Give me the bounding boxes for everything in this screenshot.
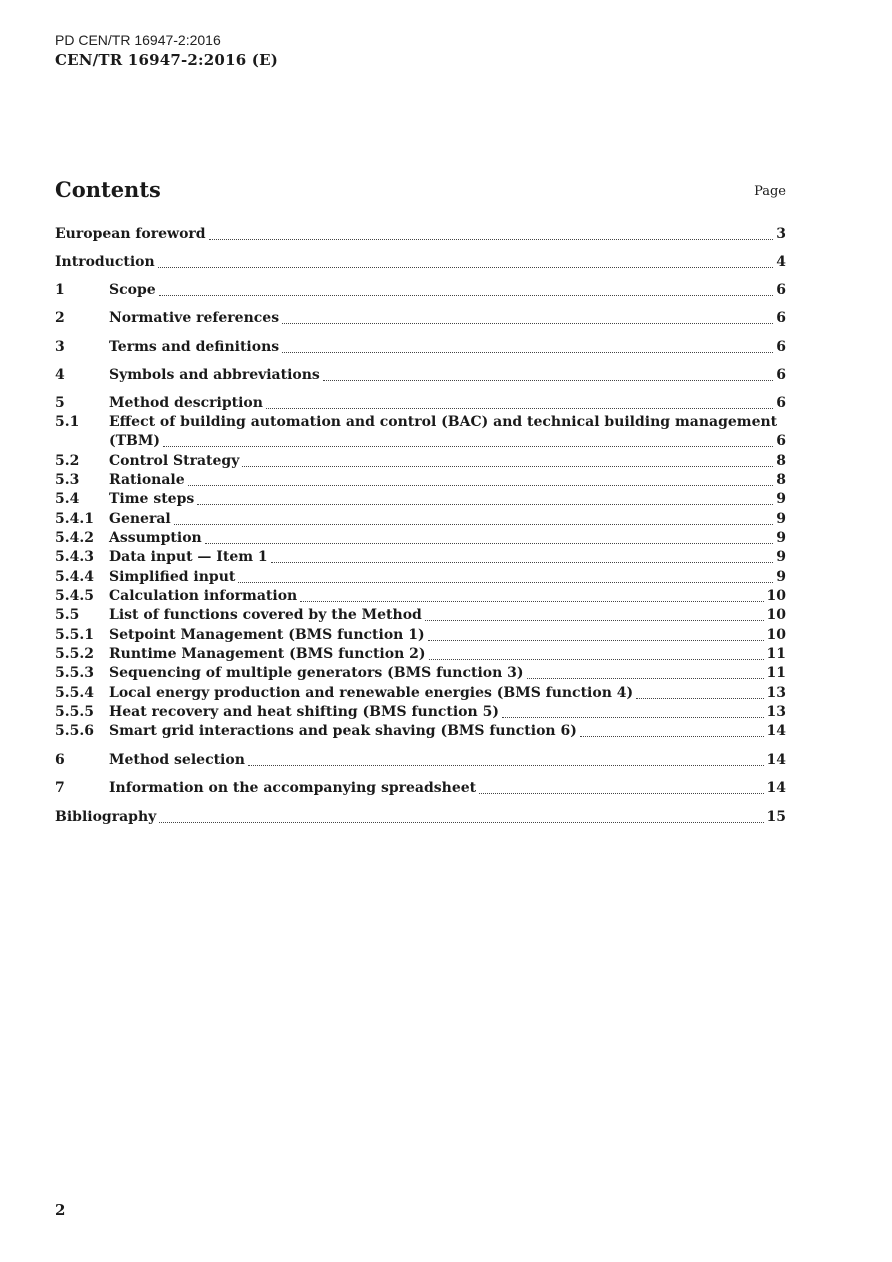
toc-entry-page: 6 [776, 367, 786, 383]
toc-entry-number: 5 [55, 395, 65, 411]
toc-entry-page: 9 [776, 511, 786, 527]
toc-entry[interactable] [55, 471, 786, 490]
toc-entry-title: Simplified input [109, 569, 236, 585]
toc-entry-title: Sequencing of multiple generators (BMS function 3) [109, 665, 524, 681]
dot-leader [502, 716, 764, 718]
toc-entry[interactable] [55, 281, 786, 300]
toc-entry[interactable] [55, 452, 786, 471]
dot-leader [527, 677, 764, 679]
document-id: PD CEN/TR 16947-2:2016 [55, 32, 221, 48]
page-column-label: Page [754, 184, 786, 199]
toc-entry-number: 1 [55, 282, 65, 298]
toc-entry-title: List of functions covered by the Method [109, 607, 422, 623]
dot-leader [174, 523, 774, 525]
toc-entry-title: General [109, 511, 171, 527]
toc-entry[interactable] [55, 779, 786, 798]
toc-entry-number: 5.4.4 [55, 569, 94, 585]
toc-entry-number: 4 [55, 367, 65, 383]
toc-entry[interactable] [55, 253, 786, 272]
toc-entry-title: Smart grid interactions and peak shaving (BMS function 6) [109, 723, 577, 739]
toc-entry[interactable] [55, 568, 786, 587]
toc-entry-title: Method selection [109, 752, 245, 768]
dot-leader [428, 639, 764, 641]
dot-leader [266, 407, 773, 409]
toc-entry-number: 5.3 [55, 472, 80, 488]
toc-entry-title: Runtime Management (BMS function 2) [109, 646, 426, 662]
dot-leader [248, 764, 764, 766]
toc-entry-page: 6 [776, 433, 786, 449]
dot-leader [159, 294, 774, 296]
page-number: 2 [55, 1201, 66, 1219]
toc-entry-number: 5.5.5 [55, 704, 94, 720]
toc-entry-page: 8 [776, 472, 786, 488]
dot-leader [425, 619, 764, 621]
toc-entry-title: Calculation information [109, 588, 298, 604]
toc-entry-number: 5.5.6 [55, 723, 94, 739]
toc-entry-title: Time steps [109, 491, 195, 507]
toc-entry-page: 11 [766, 646, 786, 662]
dot-leader [163, 445, 773, 447]
toc-entry-page: 10 [766, 627, 786, 643]
toc-entry-number: 5.4.2 [55, 530, 94, 546]
toc-entry-page: 15 [766, 809, 786, 825]
toc-entry-title: Assumption [109, 530, 202, 546]
toc-entry[interactable] [55, 703, 786, 722]
toc-entry[interactable] [55, 751, 786, 770]
toc-entry-title: Rationale [109, 472, 185, 488]
toc-entry[interactable] [55, 529, 786, 548]
toc-entry-page: 9 [776, 491, 786, 507]
dot-leader [159, 821, 763, 823]
dot-leader [282, 322, 773, 324]
toc-entry-page: 13 [766, 685, 786, 701]
toc-entry[interactable] [55, 548, 786, 567]
toc-entry-title: Scope [109, 282, 156, 298]
toc-entry[interactable] [55, 394, 786, 413]
dot-leader [238, 581, 773, 583]
toc-entry-page: 6 [776, 395, 786, 411]
toc-entry[interactable] [55, 606, 786, 625]
toc-entry-number: 5.4.5 [55, 588, 94, 604]
toc-entry-page: 4 [776, 254, 786, 270]
toc-entry-page: 6 [776, 282, 786, 298]
toc-entry-title: Heat recovery and heat shifting (BMS function 5) [109, 704, 499, 720]
toc-entry-number: 5.4 [55, 491, 80, 507]
toc-entry-page: 9 [776, 530, 786, 546]
toc-entry-number: 5.1 [55, 414, 80, 430]
page-title: Contents [55, 177, 161, 202]
toc-entry[interactable] [55, 413, 786, 451]
document-reference: CEN/TR 16947-2:2016 (E) [55, 51, 278, 69]
toc-entry-number: 5.2 [55, 453, 80, 469]
dot-leader [271, 561, 774, 563]
toc-entry-title: Data input — Item 1 [109, 549, 268, 565]
toc-entry[interactable] [55, 490, 786, 509]
toc-entry-title: Method description [109, 395, 263, 411]
toc-entry-number: 5.4.1 [55, 511, 94, 527]
dot-leader [479, 792, 763, 794]
toc-entry-page: 10 [766, 607, 786, 623]
toc-entry[interactable] [55, 722, 786, 741]
dot-leader [209, 238, 774, 240]
toc-entry[interactable] [55, 645, 786, 664]
dot-leader [580, 735, 764, 737]
dot-leader [282, 351, 773, 353]
toc-entry-title: Control Strategy [109, 453, 240, 469]
toc-entry[interactable] [55, 626, 786, 645]
toc-entry-number: 5.4.3 [55, 549, 94, 565]
toc-entry-page: 3 [776, 226, 786, 242]
toc-entry-page: 6 [776, 339, 786, 355]
toc-entry-page: 9 [776, 569, 786, 585]
dot-leader [197, 503, 773, 505]
toc-entry-title: Bibliography [55, 809, 157, 825]
toc-entry[interactable] [55, 510, 786, 529]
dot-leader [636, 697, 763, 699]
toc-entry[interactable] [55, 684, 786, 703]
toc-entry[interactable] [55, 587, 786, 606]
toc-entry[interactable] [55, 225, 786, 244]
dot-leader [429, 658, 764, 660]
toc-entry-title: Local energy production and renewable energies (BMS function 4) [109, 685, 634, 701]
toc-entry-number: 6 [55, 752, 65, 768]
toc-entry-number: 5.5 [55, 607, 80, 623]
toc-entry[interactable] [55, 309, 786, 328]
toc-entry-wrap [109, 413, 786, 451]
toc-entry-title: Setpoint Management (BMS function 1) [109, 627, 425, 643]
toc-entry-title: Symbols and abbreviations [109, 367, 320, 383]
dot-leader [158, 266, 774, 268]
toc-entry-number: 2 [55, 310, 65, 326]
toc-entry[interactable] [55, 338, 786, 357]
toc-entry-page: 14 [766, 723, 786, 739]
toc-entry-title: Effect of building automation and control (BAC) and technical building management [109, 414, 778, 430]
toc-entry-title-continued: (TBM) [109, 433, 160, 449]
toc-entry-title: Normative references [109, 310, 280, 326]
toc-entry-page: 8 [776, 453, 786, 469]
toc-entry-number: 3 [55, 339, 65, 355]
toc-entry-page: 6 [776, 310, 786, 326]
toc-entry-page: 9 [776, 549, 786, 565]
dot-leader [300, 600, 763, 602]
toc-entry-title: Terms and definitions [109, 339, 280, 355]
toc-entry-page: 13 [766, 704, 786, 720]
toc-entry-title: Introduction [55, 254, 155, 270]
toc-entry-page: 10 [766, 588, 786, 604]
toc-entry[interactable] [55, 808, 786, 827]
toc-entry-title: Information on the accompanying spreadsheet [109, 780, 477, 796]
toc-entry[interactable] [55, 366, 786, 385]
dot-leader [323, 379, 773, 381]
toc-entry-page: 14 [766, 780, 786, 796]
toc-entry-number: 5.5.3 [55, 665, 94, 681]
toc-entry-page: 14 [766, 752, 786, 768]
toc-entry-number: 7 [55, 780, 65, 796]
dot-leader [188, 484, 774, 486]
dot-leader [242, 465, 773, 467]
toc-entry[interactable] [55, 664, 786, 683]
toc-entry-page: 11 [766, 665, 786, 681]
toc-entry-title: European foreword [55, 226, 206, 242]
dot-leader [205, 542, 774, 544]
toc-entry-number: 5.5.4 [55, 685, 94, 701]
toc-entry-number: 5.5.1 [55, 627, 94, 643]
toc-entry-number: 5.5.2 [55, 646, 94, 662]
